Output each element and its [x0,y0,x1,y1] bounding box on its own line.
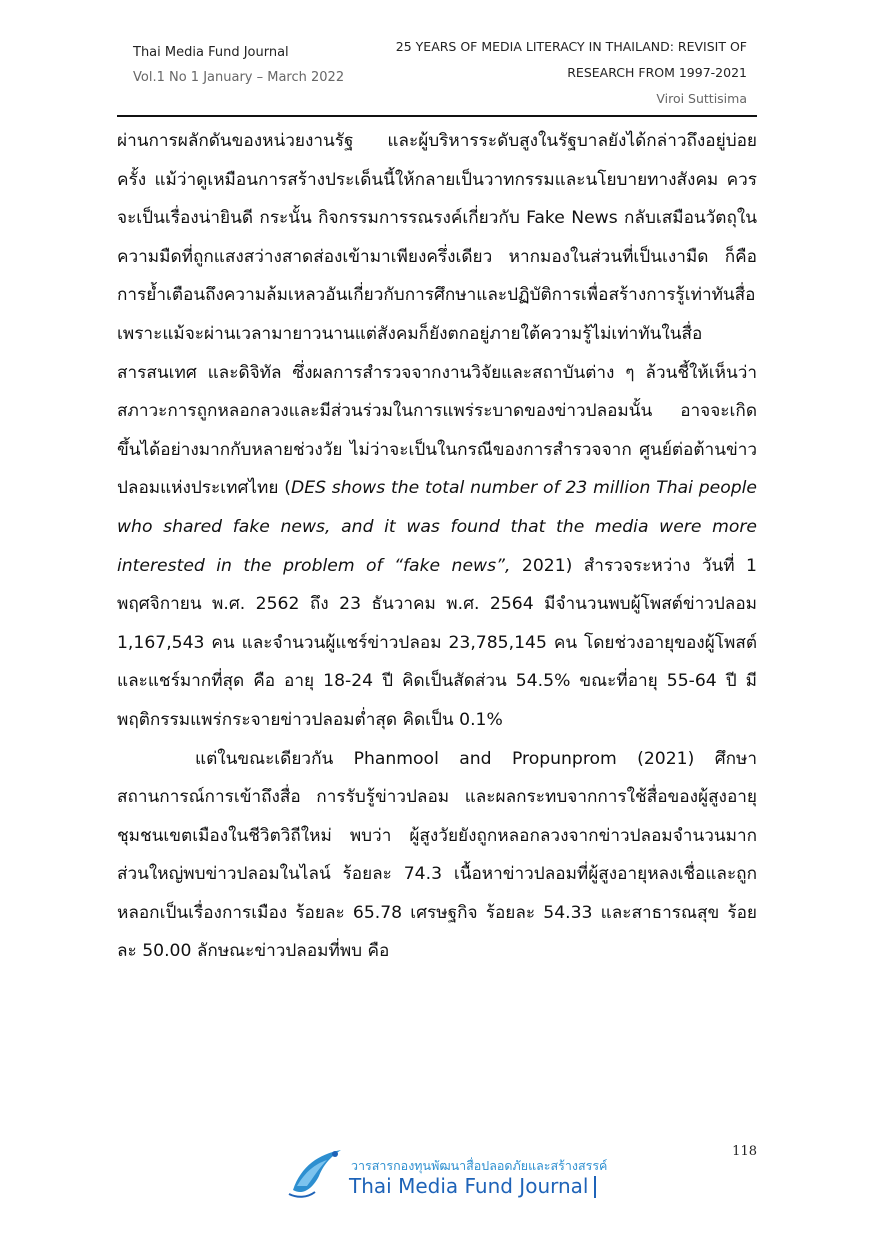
paragraph-2: แต่ในขณะเดียวกัน Phanmool and Propunprom (2021) ศึกษาสถานการณ์การเข้าถึงสื่อ การรับรู้ข่าวปลอม และผลกระทบจากการใช้สื่อของผู้สูงอายุชุมชนเขตเมืองในชีวิตวิถีใหม่ พบว่า ผู้สูงวัยยังถูกหลอกลวงจากข่าวปลอมจำนวนมาก ส่วนใหญ่พบข่าวปลอมในไลน์ ร้อยละ 74.3 เนื้อหาข่าวปลอมที่ผู้สูงอายุหลงเชื่อและถูกหลอกเป็นเรื่องการเมือง ร้อยละ 65.78 เศรษฐกิจ ร้อยละ 54.33 และสาธารณสุข ร้อยละ 50.00 ลักษณะข่าวปลอมที่พบ คือ [117,748,757,962]
issue-info: Vol.1 No 1 January – March 2022 [133,70,345,85]
body-text [117,122,757,971]
author-name: Viroi Suttisima [656,91,747,106]
paragraph-1 [117,122,757,740]
footer-english-name: Thai Media Fund Journal [349,1174,589,1198]
article-title-line-1: 25 YEARS OF MEDIA LITERACY IN THAILAND: REVISIT OF [395,39,747,54]
footer-logo [283,1146,608,1204]
journal-name: Thai Media Fund Journal [133,45,289,60]
bird-logo-icon [283,1146,345,1202]
header-rule [117,115,757,117]
footer-thai-name: วารสารกองทุนพัฒนาสื่อปลอดภัยและสร้างสรรค์ [351,1158,608,1173]
citation-italic: DES shows the total number of 23 million Thai people who shared fake news, and it was found that the media were more interested in the problem of “fake news”, [117,478,757,576]
page-number: 118 [732,1144,757,1159]
paragraph-1-continuation: 2021) สำรวจระหว่าง วันที่ 1 พฤศจิกายน พ.ศ. 2562 ถึง 23 ธันวาคม พ.ศ. 2564 มีจำนวนพบผู้โพสต์ข่าวปลอม 1,167,543 คน และจำนวนผู้แชร์ข่าวปลอม 23,785,145 คน โดยช่วงอายุของผู้โพสต์และแชร์มากที่สุด คือ อายุ 18-24 ปี คิดเป็นสัดส่วน 54.5% ขณะที่อายุ 55-64 ปี มีพฤติกรรมแพร่กระจายข่าวปลอมต่ำสุด คิดเป็น 0.1% [117,555,757,730]
running-header-right [396,34,747,112]
footer-divider [594,1176,596,1198]
article-title-line-2: RESEARCH FROM 1997-2021 [567,65,747,80]
paragraph-1-text: ผ่านการผลักดันของหน่วยงานรัฐ และผู้บริหารระดับสูงในรัฐบาลยังได้กล่าวถึงอยู่บ่อยครั้ง แม้ว่าดูเหมือนการสร้างประเด็นนี้ให้กลายเป็นวาทกรรมและนโยบายทางสังคม ควรจะเป็นเรื่องน่ายินดี กระนั้น กิจกรรมการรณรงค์เกี่ยวกับ Fake News กลับเสมือนวัตถุในความมืดที่ถูกแสงสว่างสาดส่องเข้ามาเพียงครึ่งเดียว หากมองในส่วนที่เป็นเงามืด ก็คือการย้ำเตือนถึงความล้มเหลวอันเกี่ยวกับการศึกษาและปฏิบัติการเพื่อสร้างการรู้เท่าทันสื่อ เพราะแม้จะผ่านเวลามายาวนานแต่สังคมก็ยังตกอยู่ภายใต้ความรู้ไม่เท่าทันในสื่อ สารสนเทศ และดิจิทัล ซึ่งผลการสำรวจจากงานวิจัยและสถาบันต่าง ๆ ล้วนชี้ให้เห็นว่าสภาวะการถูกหลอกลวงและมีส่วนร่วมในการแพร่ระบาดของข่าวปลอมนั้น อาจจะเกิดขึ้นได้อย่างมากกับหลายช่วงวัย ไม่ว่าจะเป็นในกรณีของการสำรวจจาก ศูนย์ต่อต้านข่าวปลอมแห่งประเทศไทย ( [117,131,757,499]
running-header-left [133,40,344,90]
